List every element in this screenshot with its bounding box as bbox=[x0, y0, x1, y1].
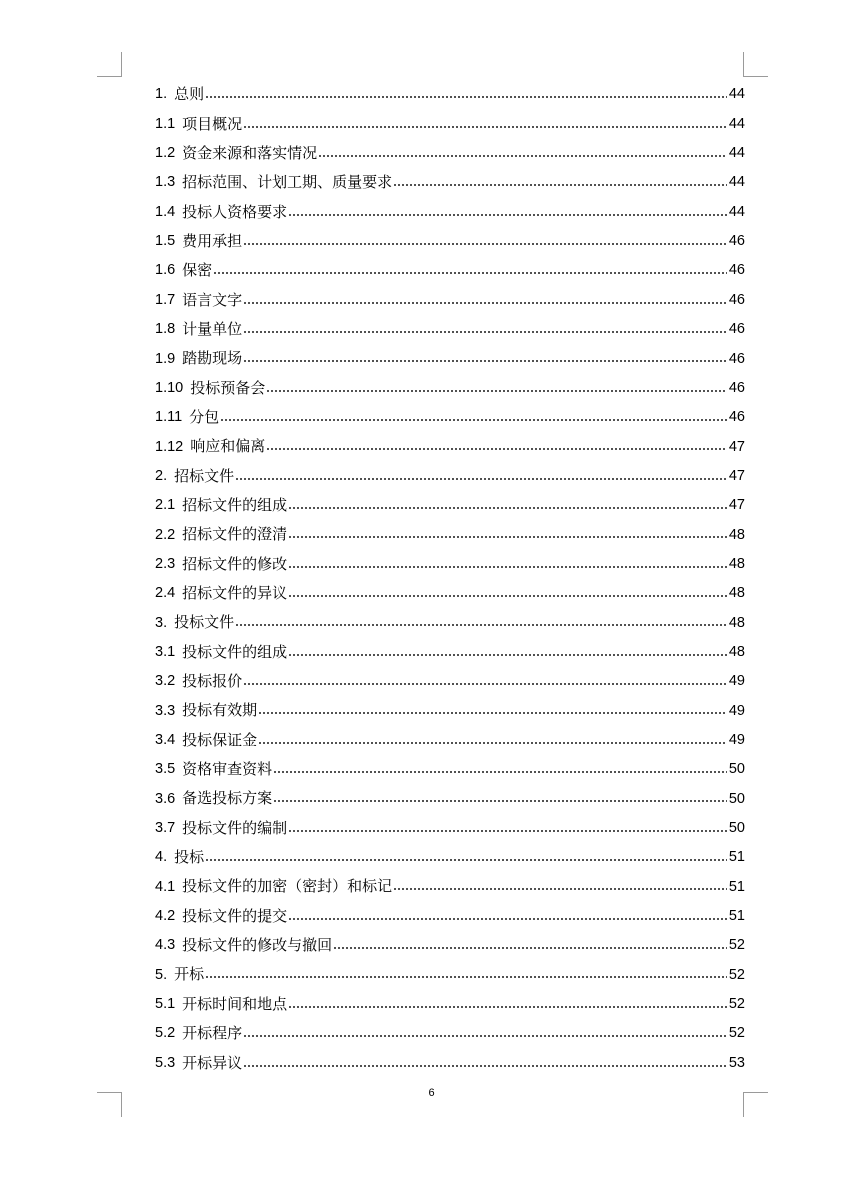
toc-entry-title: 踏勘现场 bbox=[182, 349, 243, 368]
toc-entry-title: 开标异议 bbox=[182, 1053, 243, 1072]
toc-entry[interactable] bbox=[155, 315, 745, 344]
toc-entry-number: 4.2 bbox=[155, 908, 176, 925]
toc-entry-number: 5. bbox=[155, 966, 168, 983]
toc-dot-leader bbox=[289, 1006, 727, 1012]
toc-entry[interactable] bbox=[155, 168, 745, 197]
toc-entry-title: 总则 bbox=[174, 85, 205, 104]
toc-entry-page: 48 bbox=[728, 526, 745, 543]
toc-entry[interactable] bbox=[155, 197, 745, 226]
toc-entry[interactable] bbox=[155, 80, 745, 109]
toc-entry-number: 3.2 bbox=[155, 673, 176, 690]
toc-dot-leader bbox=[206, 96, 727, 102]
toc-entry[interactable] bbox=[155, 667, 745, 696]
toc-entry-title: 投标 bbox=[174, 848, 205, 867]
toc-entry[interactable] bbox=[155, 960, 745, 989]
toc-entry-page: 49 bbox=[728, 673, 745, 690]
toc-entry-page: 47 bbox=[728, 497, 745, 514]
toc-entry-page: 46 bbox=[728, 321, 745, 338]
toc-entry-title: 资格审查资料 bbox=[182, 760, 273, 779]
toc-dot-leader bbox=[289, 918, 727, 924]
toc-entry-title: 项目概况 bbox=[182, 114, 243, 133]
toc-entry-title: 备选投标方案 bbox=[182, 789, 273, 808]
toc-entry-title: 开标时间和地点 bbox=[182, 994, 288, 1013]
toc-entry-title: 投标保证金 bbox=[182, 730, 258, 749]
toc-entry-number: 1.11 bbox=[155, 409, 183, 426]
toc-entry[interactable] bbox=[155, 872, 745, 901]
toc-entry-number: 1.1 bbox=[155, 115, 176, 132]
toc-entry-page: 51 bbox=[728, 908, 745, 925]
toc-entry-page: 46 bbox=[728, 233, 745, 250]
toc-entry-page: 48 bbox=[728, 643, 745, 660]
toc-entry-number: 1.6 bbox=[155, 262, 176, 279]
toc-entry[interactable] bbox=[155, 696, 745, 725]
toc-entry-page: 46 bbox=[728, 409, 745, 426]
toc-entry[interactable] bbox=[155, 726, 745, 755]
toc-entry-page: 46 bbox=[728, 350, 745, 367]
toc-dot-leader bbox=[259, 712, 727, 718]
toc-entry-number: 5.1 bbox=[155, 996, 176, 1013]
crop-mark-top-left bbox=[97, 52, 122, 77]
toc-entry-page: 52 bbox=[728, 937, 745, 954]
toc-entry-title: 投标报价 bbox=[182, 672, 243, 691]
toc-entry[interactable] bbox=[155, 579, 745, 608]
toc-entry-page: 46 bbox=[728, 379, 745, 396]
toc-dot-leader bbox=[267, 448, 727, 454]
toc-entry-title: 投标文件 bbox=[174, 613, 235, 632]
toc-dot-leader bbox=[289, 595, 727, 601]
toc-entry[interactable] bbox=[155, 227, 745, 256]
toc-dot-leader bbox=[244, 126, 727, 132]
toc-entry[interactable] bbox=[155, 1048, 745, 1077]
toc-dot-leader bbox=[244, 1035, 727, 1041]
toc-entry-title: 资金来源和落实情况 bbox=[182, 143, 318, 162]
toc-entry[interactable] bbox=[155, 344, 745, 373]
toc-dot-leader bbox=[206, 976, 727, 982]
toc-entry-title: 投标预备会 bbox=[190, 378, 266, 397]
toc-entry[interactable] bbox=[155, 638, 745, 667]
toc-dot-leader bbox=[289, 830, 727, 836]
toc-entry-page: 49 bbox=[728, 731, 745, 748]
toc-entry-title: 招标文件的异议 bbox=[182, 584, 288, 603]
toc-entry-title: 保密 bbox=[182, 261, 213, 280]
toc-entry[interactable] bbox=[155, 755, 745, 784]
toc-entry-number: 1.7 bbox=[155, 291, 176, 308]
toc-entry[interactable] bbox=[155, 814, 745, 843]
toc-entry-page: 48 bbox=[728, 585, 745, 602]
toc-dot-leader bbox=[244, 683, 727, 689]
toc-entry-number: 2.4 bbox=[155, 585, 176, 602]
toc-entry-page: 50 bbox=[728, 820, 745, 837]
toc-entry-page: 44 bbox=[728, 145, 745, 162]
toc-entry-number: 3. bbox=[155, 614, 168, 631]
toc-entry-page: 51 bbox=[728, 849, 745, 866]
toc-dot-leader bbox=[244, 331, 727, 337]
toc-entry[interactable] bbox=[155, 373, 745, 402]
toc-entry-number: 5.3 bbox=[155, 1054, 176, 1071]
toc-entry-title: 费用承担 bbox=[182, 231, 243, 250]
toc-entry[interactable] bbox=[155, 491, 745, 520]
toc-entry-number: 2.3 bbox=[155, 555, 176, 572]
toc-entry-number: 5.2 bbox=[155, 1025, 176, 1042]
toc-entry-number: 2.1 bbox=[155, 497, 176, 514]
toc-entry[interactable] bbox=[155, 109, 745, 138]
toc-dot-leader bbox=[267, 390, 727, 396]
toc-dot-leader bbox=[289, 507, 727, 513]
toc-entry-page: 44 bbox=[728, 86, 745, 103]
toc-entry-page: 46 bbox=[728, 262, 745, 279]
toc-entry-page: 52 bbox=[728, 996, 745, 1013]
table-of-contents bbox=[155, 80, 745, 1078]
toc-entry-page: 48 bbox=[728, 555, 745, 572]
toc-entry-number: 1. bbox=[155, 86, 168, 103]
toc-dot-leader bbox=[289, 654, 727, 660]
toc-entry[interactable] bbox=[155, 784, 745, 813]
toc-dot-leader bbox=[206, 859, 727, 865]
toc-entry-number: 1.9 bbox=[155, 350, 176, 367]
toc-entry-page: 53 bbox=[728, 1054, 745, 1071]
toc-entry-number: 1.4 bbox=[155, 203, 176, 220]
toc-entry-page: 44 bbox=[728, 115, 745, 132]
toc-entry[interactable] bbox=[155, 843, 745, 872]
toc-dot-leader bbox=[394, 184, 727, 190]
toc-entry-number: 3.1 bbox=[155, 643, 176, 660]
toc-entry-page: 44 bbox=[728, 174, 745, 191]
toc-entry-title: 投标文件的加密（密封）和标记 bbox=[182, 877, 393, 896]
toc-dot-leader bbox=[319, 155, 727, 161]
toc-entry-number: 1.2 bbox=[155, 145, 176, 162]
toc-entry[interactable] bbox=[155, 256, 745, 285]
toc-entry[interactable] bbox=[155, 902, 745, 931]
toc-entry-number: 1.3 bbox=[155, 174, 176, 191]
toc-entry-title: 响应和偏离 bbox=[190, 437, 266, 456]
toc-entry[interactable] bbox=[155, 139, 745, 168]
toc-entry-page: 49 bbox=[728, 702, 745, 719]
toc-entry-number: 1.5 bbox=[155, 233, 176, 250]
toc-dot-leader bbox=[394, 888, 727, 894]
page-number: 6 bbox=[428, 1087, 435, 1099]
toc-entry-number: 4. bbox=[155, 849, 168, 866]
toc-entry-page: 51 bbox=[728, 878, 745, 895]
toc-entry-title: 开标 bbox=[174, 965, 205, 984]
toc-entry-number: 3.6 bbox=[155, 790, 176, 807]
toc-entry-page: 48 bbox=[728, 614, 745, 631]
toc-entry-number: 1.8 bbox=[155, 321, 176, 338]
toc-dot-leader bbox=[289, 536, 727, 542]
toc-entry-number: 3.3 bbox=[155, 702, 176, 719]
toc-dot-leader bbox=[334, 947, 727, 953]
toc-dot-leader bbox=[289, 566, 727, 572]
toc-entry-page: 52 bbox=[728, 1025, 745, 1042]
toc-dot-leader bbox=[244, 360, 727, 366]
toc-entry[interactable] bbox=[155, 432, 745, 461]
toc-entry-number: 1.12 bbox=[155, 438, 184, 455]
toc-entry[interactable] bbox=[155, 550, 745, 579]
toc-entry-title: 分包 bbox=[189, 407, 220, 426]
toc-entry-page: 47 bbox=[728, 467, 745, 484]
toc-entry-page: 46 bbox=[728, 291, 745, 308]
toc-entry-number: 1.10 bbox=[155, 379, 184, 396]
toc-entry[interactable] bbox=[155, 608, 745, 637]
toc-entry-page: 52 bbox=[728, 966, 745, 983]
toc-entry[interactable] bbox=[155, 285, 745, 314]
crop-mark-top-right bbox=[743, 52, 768, 77]
toc-entry-title: 投标有效期 bbox=[182, 701, 258, 720]
toc-dot-leader bbox=[236, 624, 727, 630]
toc-entry-page: 50 bbox=[728, 761, 745, 778]
toc-entry-title: 招标文件的组成 bbox=[182, 495, 288, 514]
toc-dot-leader bbox=[274, 800, 727, 806]
toc-entry[interactable] bbox=[155, 931, 745, 960]
toc-entry-title: 投标文件的提交 bbox=[182, 906, 288, 925]
toc-entry[interactable] bbox=[155, 403, 745, 432]
toc-entry-number: 3.4 bbox=[155, 731, 176, 748]
toc-dot-leader bbox=[274, 771, 727, 777]
toc-entry-number: 2. bbox=[155, 467, 168, 484]
toc-dot-leader bbox=[289, 214, 727, 220]
toc-entry-number: 2.2 bbox=[155, 526, 176, 543]
toc-dot-leader bbox=[244, 243, 727, 249]
toc-dot-leader bbox=[259, 742, 727, 748]
toc-entry[interactable] bbox=[155, 461, 745, 490]
toc-entry-number: 3.7 bbox=[155, 820, 176, 837]
toc-entry-title: 招标文件的澄清 bbox=[182, 525, 288, 544]
toc-entry-page: 50 bbox=[728, 790, 745, 807]
toc-entry-number: 3.5 bbox=[155, 761, 176, 778]
toc-entry-title: 招标文件的修改 bbox=[182, 554, 288, 573]
toc-entry-page: 47 bbox=[728, 438, 745, 455]
toc-entry-number: 4.3 bbox=[155, 937, 176, 954]
toc-dot-leader bbox=[244, 302, 727, 308]
toc-entry-title: 投标文件的组成 bbox=[182, 642, 288, 661]
toc-entry-number: 4.1 bbox=[155, 878, 176, 895]
toc-entry-title: 语言文字 bbox=[182, 290, 243, 309]
toc-entry-title: 开标程序 bbox=[182, 1024, 243, 1043]
toc-entry-page: 44 bbox=[728, 203, 745, 220]
toc-dot-leader bbox=[236, 478, 727, 484]
toc-dot-leader bbox=[214, 272, 727, 278]
toc-entry[interactable] bbox=[155, 1019, 745, 1048]
toc-entry-title: 投标文件的修改与撤回 bbox=[182, 936, 333, 955]
toc-entry-title: 投标人资格要求 bbox=[182, 202, 288, 221]
toc-entry-title: 招标文件 bbox=[174, 466, 235, 485]
toc-entry[interactable] bbox=[155, 990, 745, 1019]
toc-entry-title: 计量单位 bbox=[182, 319, 243, 338]
toc-dot-leader bbox=[244, 1065, 727, 1071]
toc-entry-title: 招标范围、计划工期、质量要求 bbox=[182, 173, 393, 192]
toc-entry-title: 投标文件的编制 bbox=[182, 818, 288, 837]
toc-entry[interactable] bbox=[155, 520, 745, 549]
toc-dot-leader bbox=[221, 419, 727, 425]
